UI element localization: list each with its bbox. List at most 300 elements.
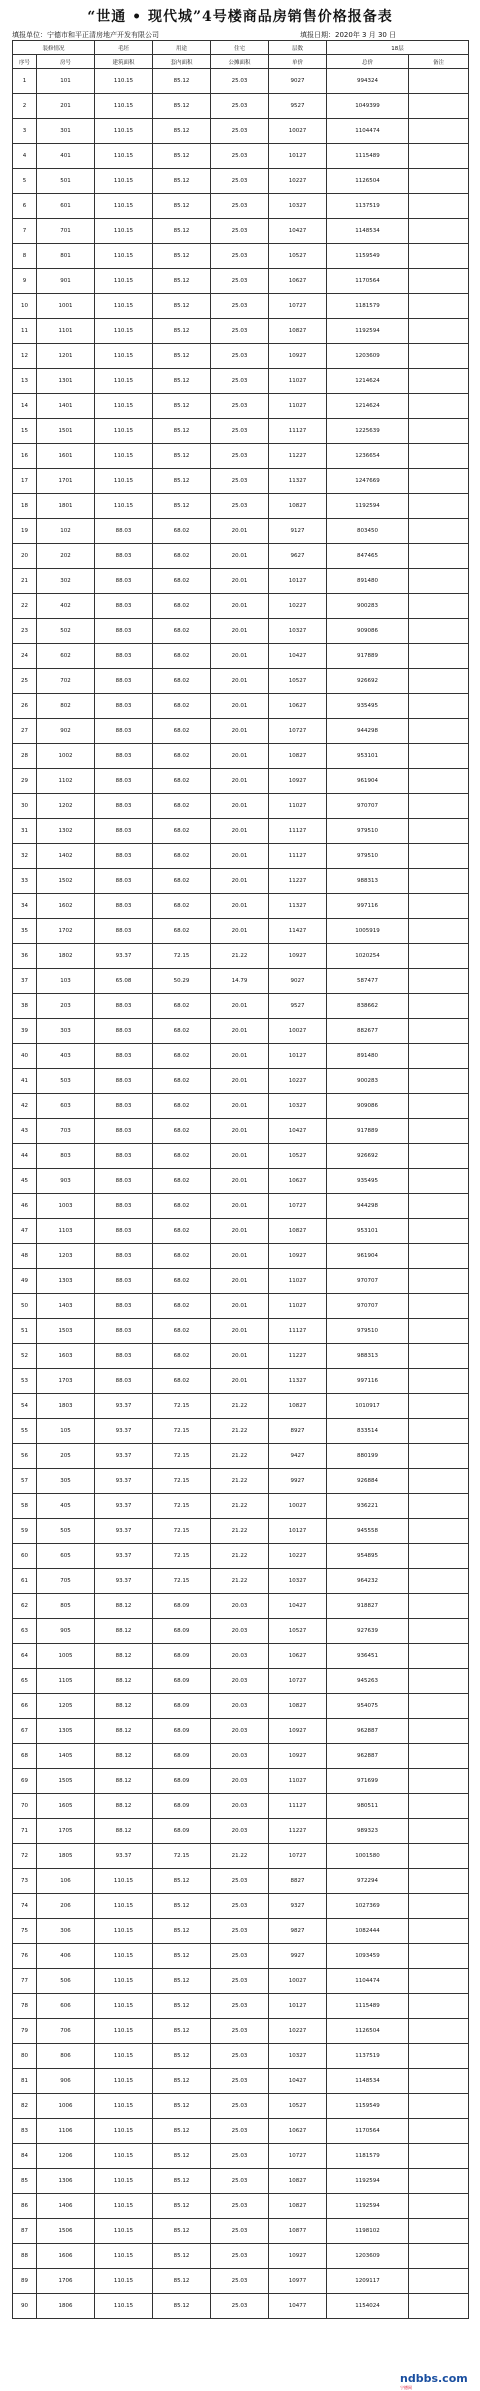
cell-unit-price: 9127 — [269, 519, 327, 544]
cell-unit-price: 9027 — [269, 969, 327, 994]
cell-index: 9 — [13, 269, 37, 294]
cell-inner-area: 72.15 — [153, 1394, 211, 1419]
cell-building-area: 88.03 — [95, 919, 153, 944]
cell-total-price: 1159549 — [327, 244, 409, 269]
header-row-1 — [13, 41, 469, 55]
cell-total-price: 1209117 — [327, 2269, 409, 2294]
cell-index: 63 — [13, 1619, 37, 1644]
cell-unit-price: 10427 — [269, 1119, 327, 1144]
cell-total-price: 954895 — [327, 1544, 409, 1569]
cell-unit-price: 10527 — [269, 1144, 327, 1169]
cell-total-price: 909086 — [327, 1094, 409, 1119]
cell-shared-area: 21.22 — [211, 1494, 269, 1519]
cell-index: 72 — [13, 1844, 37, 1869]
cell-remarks — [409, 1769, 469, 1794]
cell-shared-area: 25.03 — [211, 2144, 269, 2169]
cell-unit-price: 10327 — [269, 2044, 327, 2069]
cell-unit-price: 10427 — [269, 644, 327, 669]
cell-building-area: 88.03 — [95, 644, 153, 669]
cell-remarks — [409, 1344, 469, 1369]
cell-unit-price: 9827 — [269, 1919, 327, 1944]
cell-inner-area: 68.02 — [153, 1319, 211, 1344]
cell-building-area: 88.03 — [95, 1169, 153, 1194]
cell-building-area: 110.15 — [95, 2219, 153, 2244]
cell-remarks — [409, 144, 469, 169]
cell-room: 705 — [37, 1569, 95, 1594]
cell-unit-price: 10627 — [269, 1644, 327, 1669]
cell-total-price: 918827 — [327, 1594, 409, 1619]
cell-shared-area: 20.01 — [211, 1019, 269, 1044]
table-row — [13, 1969, 469, 1994]
cell-unit-price: 11127 — [269, 1794, 327, 1819]
cell-index: 13 — [13, 369, 37, 394]
cell-room: 1806 — [37, 2294, 95, 2319]
cell-shared-area: 20.01 — [211, 619, 269, 644]
cell-inner-area: 85.12 — [153, 1894, 211, 1919]
table-row — [13, 369, 469, 394]
cell-inner-area: 68.02 — [153, 1294, 211, 1319]
cell-unit-price: 10727 — [269, 1669, 327, 1694]
table-row — [13, 1194, 469, 1219]
table-row — [13, 844, 469, 869]
cell-room: 1803 — [37, 1394, 95, 1419]
cell-shared-area: 25.03 — [211, 1869, 269, 1894]
cell-index: 55 — [13, 1419, 37, 1444]
cell-remarks — [409, 569, 469, 594]
cell-total-price: 1005919 — [327, 919, 409, 944]
cell-shared-area: 20.01 — [211, 1044, 269, 1069]
cell-remarks — [409, 1819, 469, 1844]
cell-building-area: 88.03 — [95, 1344, 153, 1369]
table-row — [13, 344, 469, 369]
cell-building-area: 110.15 — [95, 1944, 153, 1969]
cell-shared-area: 25.03 — [211, 2069, 269, 2094]
cell-remarks — [409, 1519, 469, 1544]
cell-inner-area: 85.12 — [153, 144, 211, 169]
cell-unit-price: 10927 — [269, 944, 327, 969]
cell-building-area: 88.12 — [95, 1669, 153, 1694]
cell-inner-area: 85.12 — [153, 2294, 211, 2319]
cell-building-area: 88.12 — [95, 1644, 153, 1669]
cell-inner-area: 68.09 — [153, 1719, 211, 1744]
cell-room: 901 — [37, 269, 95, 294]
cell-inner-area: 72.15 — [153, 1419, 211, 1444]
cell-room: 1301 — [37, 369, 95, 394]
cell-shared-area: 20.01 — [211, 1269, 269, 1294]
cell-index: 19 — [13, 519, 37, 544]
cell-shared-area: 21.22 — [211, 1469, 269, 1494]
cell-total-price: 970707 — [327, 1294, 409, 1319]
cell-unit-price: 10027 — [269, 1019, 327, 1044]
cell-shared-area: 25.03 — [211, 1894, 269, 1919]
document-title: “世通 • 现代城”4号楼商品房销售价格报备表 — [87, 9, 393, 25]
cell-building-area: 88.03 — [95, 1094, 153, 1119]
cell-inner-area: 68.02 — [153, 819, 211, 844]
cell-remarks — [409, 1719, 469, 1744]
cell-room: 106 — [37, 1869, 95, 1894]
table-row — [13, 869, 469, 894]
cell-room: 602 — [37, 644, 95, 669]
table-row — [13, 1094, 469, 1119]
cell-building-area: 110.15 — [95, 319, 153, 344]
cell-remarks — [409, 2019, 469, 2044]
cell-building-area: 110.15 — [95, 2044, 153, 2069]
cell-inner-area: 68.02 — [153, 1044, 211, 1069]
cell-index: 59 — [13, 1519, 37, 1544]
cell-room: 206 — [37, 1894, 95, 1919]
table-row — [13, 1744, 469, 1769]
cell-index: 68 — [13, 1744, 37, 1769]
cell-inner-area: 72.15 — [153, 1569, 211, 1594]
cell-building-area: 88.03 — [95, 744, 153, 769]
cell-building-area: 88.03 — [95, 1144, 153, 1169]
cell-room: 1102 — [37, 769, 95, 794]
cell-inner-area: 85.12 — [153, 469, 211, 494]
cell-remarks — [409, 594, 469, 619]
cell-shared-area: 25.03 — [211, 169, 269, 194]
cell-building-area: 88.03 — [95, 1269, 153, 1294]
cell-index: 11 — [13, 319, 37, 344]
table-row — [13, 94, 469, 119]
cell-remarks — [409, 1269, 469, 1294]
cell-unit-price: 10827 — [269, 1694, 327, 1719]
cell-index: 32 — [13, 844, 37, 869]
cell-total-price: 1170564 — [327, 269, 409, 294]
cell-building-area: 88.12 — [95, 1694, 153, 1719]
cell-unit-price: 11127 — [269, 1319, 327, 1344]
cell-building-area: 88.03 — [95, 1019, 153, 1044]
cell-unit-price: 9427 — [269, 1444, 327, 1469]
cell-unit-price: 9927 — [269, 1944, 327, 1969]
cell-total-price: 882677 — [327, 1019, 409, 1044]
cell-remarks — [409, 544, 469, 569]
cell-building-area: 88.12 — [95, 1719, 153, 1744]
cell-total-price: 964232 — [327, 1569, 409, 1594]
table-row — [13, 444, 469, 469]
cell-total-price: 970707 — [327, 1269, 409, 1294]
cell-unit-price: 10427 — [269, 2069, 327, 2094]
cell-building-area: 93.37 — [95, 1419, 153, 1444]
cell-remarks — [409, 1644, 469, 1669]
cell-shared-area: 25.03 — [211, 2269, 269, 2294]
cell-remarks — [409, 869, 469, 894]
cell-inner-area: 68.02 — [153, 1119, 211, 1144]
table-row — [13, 819, 469, 844]
cell-shared-area: 20.01 — [211, 1369, 269, 1394]
cell-building-area: 110.15 — [95, 1869, 153, 1894]
table-row — [13, 194, 469, 219]
cell-shared-area: 20.03 — [211, 1819, 269, 1844]
cell-total-price: 1214624 — [327, 394, 409, 419]
cell-index: 8 — [13, 244, 37, 269]
cell-index: 43 — [13, 1119, 37, 1144]
cell-unit-price: 10927 — [269, 769, 327, 794]
cell-index: 35 — [13, 919, 37, 944]
cell-index: 74 — [13, 1894, 37, 1919]
cell-total-price: 980511 — [327, 1794, 409, 1819]
cell-building-area: 110.15 — [95, 369, 153, 394]
cell-room: 103 — [37, 969, 95, 994]
header-decoration-value: 毛坯 — [95, 41, 153, 55]
cell-index: 36 — [13, 944, 37, 969]
table-row — [13, 1844, 469, 1869]
cell-building-area: 88.03 — [95, 819, 153, 844]
table-row — [13, 594, 469, 619]
cell-remarks — [409, 519, 469, 544]
cell-inner-area: 68.02 — [153, 919, 211, 944]
cell-room: 1003 — [37, 1194, 95, 1219]
table-row — [13, 2044, 469, 2069]
table-row — [13, 1469, 469, 1494]
cell-shared-area: 25.03 — [211, 194, 269, 219]
table-row — [13, 894, 469, 919]
cell-total-price: 1236654 — [327, 444, 409, 469]
cell-building-area: 88.12 — [95, 1769, 153, 1794]
table-row — [13, 2169, 469, 2194]
cell-building-area: 88.03 — [95, 594, 153, 619]
table-row — [13, 244, 469, 269]
cell-shared-area: 25.03 — [211, 494, 269, 519]
cell-unit-price: 10827 — [269, 2169, 327, 2194]
cell-shared-area: 25.03 — [211, 244, 269, 269]
cell-shared-area: 20.01 — [211, 1194, 269, 1219]
table-row — [13, 969, 469, 994]
cell-shared-area: 20.03 — [211, 1719, 269, 1744]
cell-remarks — [409, 2119, 469, 2144]
cell-remarks — [409, 894, 469, 919]
cell-room: 1405 — [37, 1744, 95, 1769]
table-row — [13, 1219, 469, 1244]
table-row — [13, 769, 469, 794]
table-row — [13, 144, 469, 169]
cell-remarks — [409, 1094, 469, 1119]
cell-unit-price: 11227 — [269, 1819, 327, 1844]
cell-remarks — [409, 344, 469, 369]
cell-index: 50 — [13, 1294, 37, 1319]
cell-unit-price: 11227 — [269, 444, 327, 469]
cell-shared-area: 25.03 — [211, 219, 269, 244]
cell-unit-price: 10627 — [269, 269, 327, 294]
col-header-total-price: 总价 — [327, 55, 409, 69]
table-row — [13, 719, 469, 744]
cell-index: 3 — [13, 119, 37, 144]
cell-inner-area: 68.02 — [153, 669, 211, 694]
cell-room: 1403 — [37, 1294, 95, 1319]
cell-room: 1702 — [37, 919, 95, 944]
cell-inner-area: 68.02 — [153, 744, 211, 769]
table-row — [13, 944, 469, 969]
cell-building-area: 88.12 — [95, 1744, 153, 1769]
header-decoration-label: 装修情况 — [13, 41, 95, 55]
cell-index: 54 — [13, 1394, 37, 1419]
table-row — [13, 1344, 469, 1369]
cell-unit-price: 10927 — [269, 2244, 327, 2269]
cell-remarks — [409, 1394, 469, 1419]
cell-building-area: 93.37 — [95, 944, 153, 969]
cell-inner-area: 68.02 — [153, 1169, 211, 1194]
cell-unit-price: 10027 — [269, 119, 327, 144]
cell-total-price: 1126504 — [327, 2019, 409, 2044]
cell-total-price: 1198102 — [327, 2219, 409, 2244]
cell-unit-price: 10227 — [269, 169, 327, 194]
cell-room: 1706 — [37, 2269, 95, 2294]
table-row — [13, 1794, 469, 1819]
cell-remarks — [409, 469, 469, 494]
cell-building-area: 93.37 — [95, 1494, 153, 1519]
cell-inner-area: 68.02 — [153, 869, 211, 894]
cell-inner-area: 68.02 — [153, 544, 211, 569]
cell-room: 1205 — [37, 1694, 95, 1719]
cell-building-area: 110.15 — [95, 2094, 153, 2119]
cell-unit-price: 11227 — [269, 1344, 327, 1369]
cell-unit-price: 11427 — [269, 919, 327, 944]
cell-unit-price: 10827 — [269, 1394, 327, 1419]
cell-inner-area: 68.02 — [153, 1144, 211, 1169]
cell-total-price: 970707 — [327, 794, 409, 819]
cell-index: 1 — [13, 69, 37, 94]
cell-room: 205 — [37, 1444, 95, 1469]
cell-inner-area: 85.12 — [153, 2094, 211, 2119]
table-row — [13, 1919, 469, 1944]
cell-building-area: 88.03 — [95, 1369, 153, 1394]
cell-shared-area: 21.22 — [211, 1394, 269, 1419]
cell-building-area: 88.03 — [95, 894, 153, 919]
cell-inner-area: 72.15 — [153, 1519, 211, 1544]
cell-index: 15 — [13, 419, 37, 444]
cell-index: 4 — [13, 144, 37, 169]
cell-inner-area: 85.12 — [153, 2169, 211, 2194]
cell-unit-price: 11327 — [269, 469, 327, 494]
cell-building-area: 110.15 — [95, 69, 153, 94]
cell-index: 28 — [13, 744, 37, 769]
cell-remarks — [409, 1319, 469, 1344]
cell-room: 1705 — [37, 1819, 95, 1844]
cell-building-area: 110.15 — [95, 1919, 153, 1944]
cell-building-area: 93.37 — [95, 1469, 153, 1494]
cell-room: 1801 — [37, 494, 95, 519]
cell-index: 34 — [13, 894, 37, 919]
cell-total-price: 1137519 — [327, 194, 409, 219]
cell-remarks — [409, 369, 469, 394]
cell-unit-price: 10927 — [269, 1719, 327, 1744]
cell-remarks — [409, 2044, 469, 2069]
cell-inner-area: 85.12 — [153, 2219, 211, 2244]
cell-shared-area: 20.03 — [211, 1594, 269, 1619]
cell-total-price: 1181579 — [327, 2144, 409, 2169]
cell-inner-area: 68.09 — [153, 1794, 211, 1819]
cell-remarks — [409, 394, 469, 419]
cell-inner-area: 68.09 — [153, 1819, 211, 1844]
cell-index: 57 — [13, 1469, 37, 1494]
cell-inner-area: 85.12 — [153, 1919, 211, 1944]
cell-remarks — [409, 1469, 469, 1494]
cell-room: 1106 — [37, 2119, 95, 2144]
cell-unit-price: 11027 — [269, 394, 327, 419]
cell-shared-area: 20.01 — [211, 994, 269, 1019]
cell-index: 71 — [13, 1819, 37, 1844]
cell-index: 90 — [13, 2294, 37, 2319]
cell-inner-area: 68.02 — [153, 794, 211, 819]
cell-inner-area: 72.15 — [153, 1494, 211, 1519]
cell-index: 53 — [13, 1369, 37, 1394]
cell-room: 1606 — [37, 2244, 95, 2269]
cell-room: 905 — [37, 1619, 95, 1644]
table-row — [13, 119, 469, 144]
cell-shared-area: 25.03 — [211, 1919, 269, 1944]
table-row — [13, 1394, 469, 1419]
price-table — [12, 40, 469, 2319]
cell-index: 37 — [13, 969, 37, 994]
table-row — [13, 2294, 469, 2319]
cell-shared-area: 20.03 — [211, 1619, 269, 1644]
cell-unit-price: 10727 — [269, 1194, 327, 1219]
cell-index: 58 — [13, 1494, 37, 1519]
cell-remarks — [409, 944, 469, 969]
cell-unit-price: 10527 — [269, 1619, 327, 1644]
cell-shared-area: 21.22 — [211, 1519, 269, 1544]
cell-inner-area: 68.02 — [153, 1094, 211, 1119]
cell-shared-area: 25.03 — [211, 1969, 269, 1994]
cell-total-price: 1148534 — [327, 219, 409, 244]
cell-total-price: 1192594 — [327, 494, 409, 519]
cell-index: 38 — [13, 994, 37, 1019]
cell-remarks — [409, 1619, 469, 1644]
cell-shared-area: 25.03 — [211, 2244, 269, 2269]
cell-building-area: 88.03 — [95, 1294, 153, 1319]
cell-index: 77 — [13, 1969, 37, 1994]
cell-remarks — [409, 644, 469, 669]
cell-index: 67 — [13, 1719, 37, 1744]
cell-building-area: 110.15 — [95, 194, 153, 219]
fill-date: 填报日期：2020年 3 月 30 日 — [300, 31, 397, 39]
cell-total-price: 1082444 — [327, 1919, 409, 1944]
cell-total-price: 900283 — [327, 1069, 409, 1094]
cell-inner-area: 85.12 — [153, 2019, 211, 2044]
cell-total-price: 909086 — [327, 619, 409, 644]
cell-remarks — [409, 1169, 469, 1194]
table-row — [13, 2194, 469, 2219]
cell-shared-area: 20.03 — [211, 1669, 269, 1694]
cell-remarks — [409, 1669, 469, 1694]
cell-index: 10 — [13, 294, 37, 319]
cell-total-price: 944298 — [327, 1194, 409, 1219]
cell-room: 803 — [37, 1144, 95, 1169]
cell-inner-area: 85.12 — [153, 319, 211, 344]
cell-total-price: 900283 — [327, 594, 409, 619]
table-row — [13, 219, 469, 244]
table-row — [13, 1244, 469, 1269]
cell-index: 65 — [13, 1669, 37, 1694]
cell-room: 406 — [37, 1944, 95, 1969]
cell-unit-price: 9527 — [269, 994, 327, 1019]
cell-inner-area: 68.02 — [153, 844, 211, 869]
cell-remarks — [409, 994, 469, 1019]
cell-total-price: 988313 — [327, 1344, 409, 1369]
cell-shared-area: 20.01 — [211, 569, 269, 594]
table-row — [13, 394, 469, 419]
cell-room: 1505 — [37, 1769, 95, 1794]
cell-shared-area: 25.03 — [211, 369, 269, 394]
cell-room: 503 — [37, 1069, 95, 1094]
cell-total-price: 979510 — [327, 844, 409, 869]
cell-building-area: 88.03 — [95, 1319, 153, 1344]
cell-inner-area: 72.15 — [153, 1544, 211, 1569]
cell-shared-area: 20.01 — [211, 1244, 269, 1269]
cell-total-price: 1027369 — [327, 1894, 409, 1919]
cell-building-area: 88.03 — [95, 1244, 153, 1269]
cell-remarks — [409, 294, 469, 319]
cell-index: 24 — [13, 644, 37, 669]
